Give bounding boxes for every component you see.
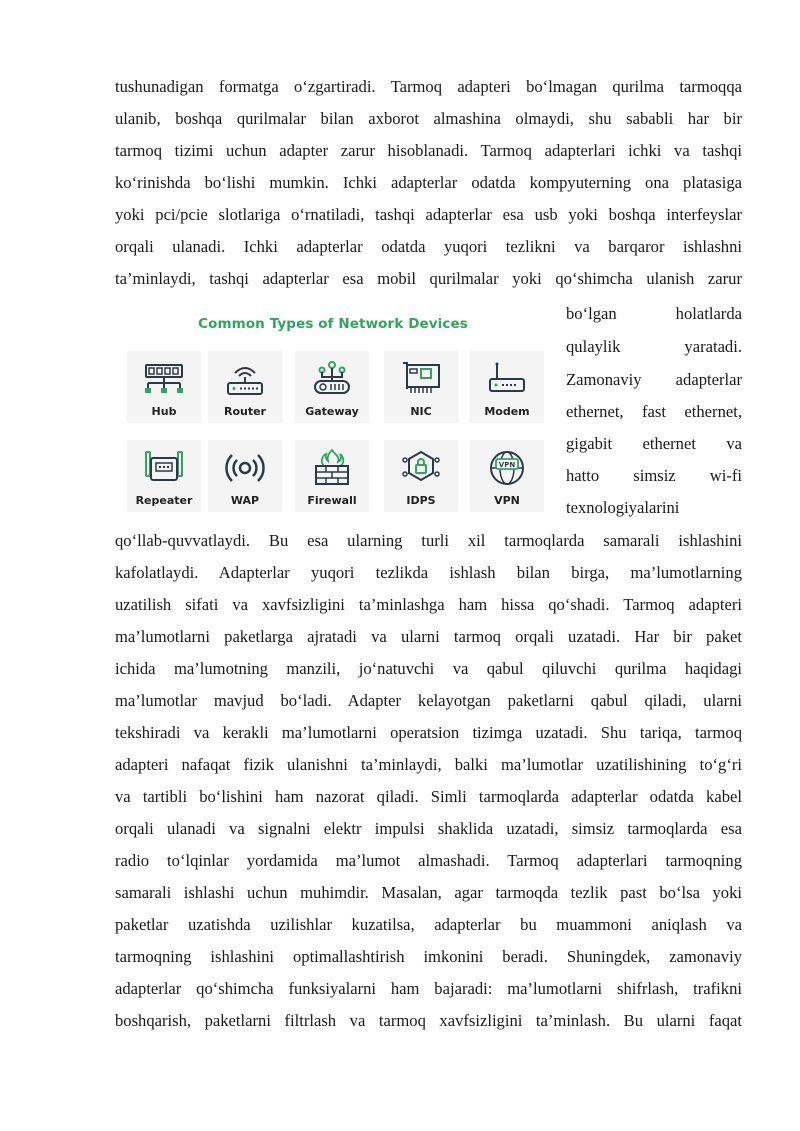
- repeater-icon: [144, 448, 184, 488]
- figure-title: Common Types of Network Devices: [198, 316, 468, 332]
- device-label: VPN: [494, 494, 520, 507]
- device-label: Repeater: [135, 494, 193, 507]
- network-devices-figure: [116, 308, 550, 524]
- wap-icon: [225, 448, 265, 488]
- paragraph-line: Zamonaviy adapterlar: [566, 370, 742, 389]
- vpn-icon: [487, 448, 527, 488]
- paragraph-line: ethernet, fast ethernet,: [566, 402, 742, 421]
- paragraph-line: paketlar uzatishda uzilishlar kuzatilsa, adapterlar bu muammoni aniqlash va: [115, 915, 742, 934]
- gateway-icon: [312, 359, 352, 399]
- device-label: NIC: [410, 405, 432, 418]
- paragraph-line: yoki pci/pcie slotlariga o‘rnatiladi, tashqi adapterlar esa usb yoki boshqa interfeyslar: [115, 205, 742, 224]
- device-card-nic: [384, 351, 458, 423]
- device-label: Gateway: [305, 405, 359, 418]
- device-card-router: [208, 351, 282, 423]
- paragraph-line: qo‘llab-quvvatlaydi. Bu esa ularning turli xil tarmoqlarda samarali ishlashini: [115, 531, 742, 550]
- paragraph-line: ma’lumotlarni paketlarga ajratadi va ularni tarmoq orqali uzatadi. Har bir paket: [115, 627, 742, 646]
- device-card-firewall: [295, 440, 369, 512]
- device-label: Hub: [151, 405, 177, 418]
- device-label: Firewall: [307, 494, 357, 507]
- svg-text:VPN: VPN: [498, 461, 516, 469]
- paragraph-line: va tartibli bo‘lishini ham nazorat qiladi. Simli tarmoqlarda adapterlar odatda kabel: [115, 787, 742, 806]
- paragraph-line: orqali ulanadi. Ichki adapterlar odatda yuqori tezlikni va barqaror ishlashni: [115, 237, 742, 256]
- paragraph-line: tarmoqning ishlashini optimallashtirish imkonini beradi. Shuningdek, zamonaviy: [115, 947, 742, 966]
- paragraph-line: ma’lumotlar mavjud bo‘ladi. Adapter kelayotgan paketlarni qabul qiladi, ularni: [115, 691, 742, 710]
- paragraph-line: boshqarish, paketlarni filtrlash va tarmoq xavfsizligini ta’minlash. Bu ularni faqat: [115, 1011, 742, 1030]
- paragraph-line: radio to‘lqinlar yordamida ma’lumot almashadi. Tarmoq adapterlari tarmoqning: [115, 851, 742, 870]
- paragraph-line: texnologiyalarini: [566, 498, 680, 517]
- paragraph-line: samarali ishlashi uchun muhimdir. Masalan, agar tarmoqda tezlik past bo‘lsa yoki: [115, 883, 742, 902]
- device-card-wap: [208, 440, 282, 512]
- device-card-modem: [470, 351, 544, 423]
- paragraph-line: orqali ulanadi va signalni elektr impulsi shaklida uzatadi, simsiz tarmoqlarda esa: [115, 819, 742, 838]
- paragraph-line: qulaylik yaratadi.: [566, 337, 742, 356]
- nic-icon: [401, 359, 441, 399]
- device-card-idps: [384, 440, 458, 512]
- paragraph-line: tekshiradi va kerakli ma’lumotlarni operatsion tizimga uzatadi. Shu tariqa, tarmoq: [115, 723, 742, 742]
- paragraph-line: adapterlar qo‘shimcha funksiyalarni ham bajaradi: ma’lumotlarni shifrlash, trafikni: [115, 979, 742, 998]
- hub-icon: [144, 359, 184, 399]
- device-card-gateway: [295, 351, 369, 423]
- firewall-icon: [312, 448, 352, 488]
- device-card-hub: [127, 351, 201, 423]
- device-card-repeater: [127, 440, 201, 512]
- device-label: Modem: [484, 405, 530, 418]
- device-label: Router: [223, 405, 266, 418]
- paragraph-line: tarmoq tizimi uchun adapter zarur hisoblanadi. Tarmoq adapterlari ichki va tashqi: [115, 141, 742, 160]
- paragraph-line: kafolatlaydi. Adapterlar yuqori tezlikda ishlash bilan birga, ma’lumotlarning: [115, 563, 742, 582]
- paragraph-line: bo‘lgan holatlarda: [566, 304, 742, 323]
- idps-icon: [401, 448, 441, 488]
- paragraph-line: ko‘rinishda bo‘lishi mumkin. Ichki adapterlar odatda kompyuterning ona platasiga: [115, 173, 742, 192]
- paragraph-line: ichida ma’lumotning manzili, jo‘natuvchi va qabul qiluvchi qurilma haqidagi: [115, 659, 742, 678]
- device-card-vpn: [470, 440, 544, 512]
- paragraph-line: ta’minlaydi, tashqi adapterlar esa mobil qurilmalar yoki qo‘shimcha ulanish zarur: [115, 269, 742, 288]
- router-icon: [225, 359, 265, 399]
- paragraph-line: gigabit ethernet va: [566, 434, 742, 453]
- paragraph-line: uzatilish sifati va xavfsizligini ta’minlashga ham hissa qo‘shadi. Tarmoq adapteri: [115, 595, 742, 614]
- device-label: IDPS: [406, 494, 436, 507]
- modem-icon: [487, 359, 527, 399]
- paragraph-line: ulanib, boshqa qurilmalar bilan axborot almashina olmaydi, shu sababli har bir: [115, 109, 742, 128]
- paragraph-line: tushunadigan formatga o‘zgartiradi. Tarmoq adapteri bo‘lmagan qurilma tarmoqqa: [115, 77, 742, 96]
- paragraph-line: hatto simsiz wi-fi: [566, 466, 742, 485]
- device-label: WAP: [230, 494, 260, 507]
- paragraph-line: adapteri nafaqat fizik ulanishni ta’minlaydi, balki ma’lumotlar uzatilishining to‘g‘ri: [115, 755, 742, 774]
